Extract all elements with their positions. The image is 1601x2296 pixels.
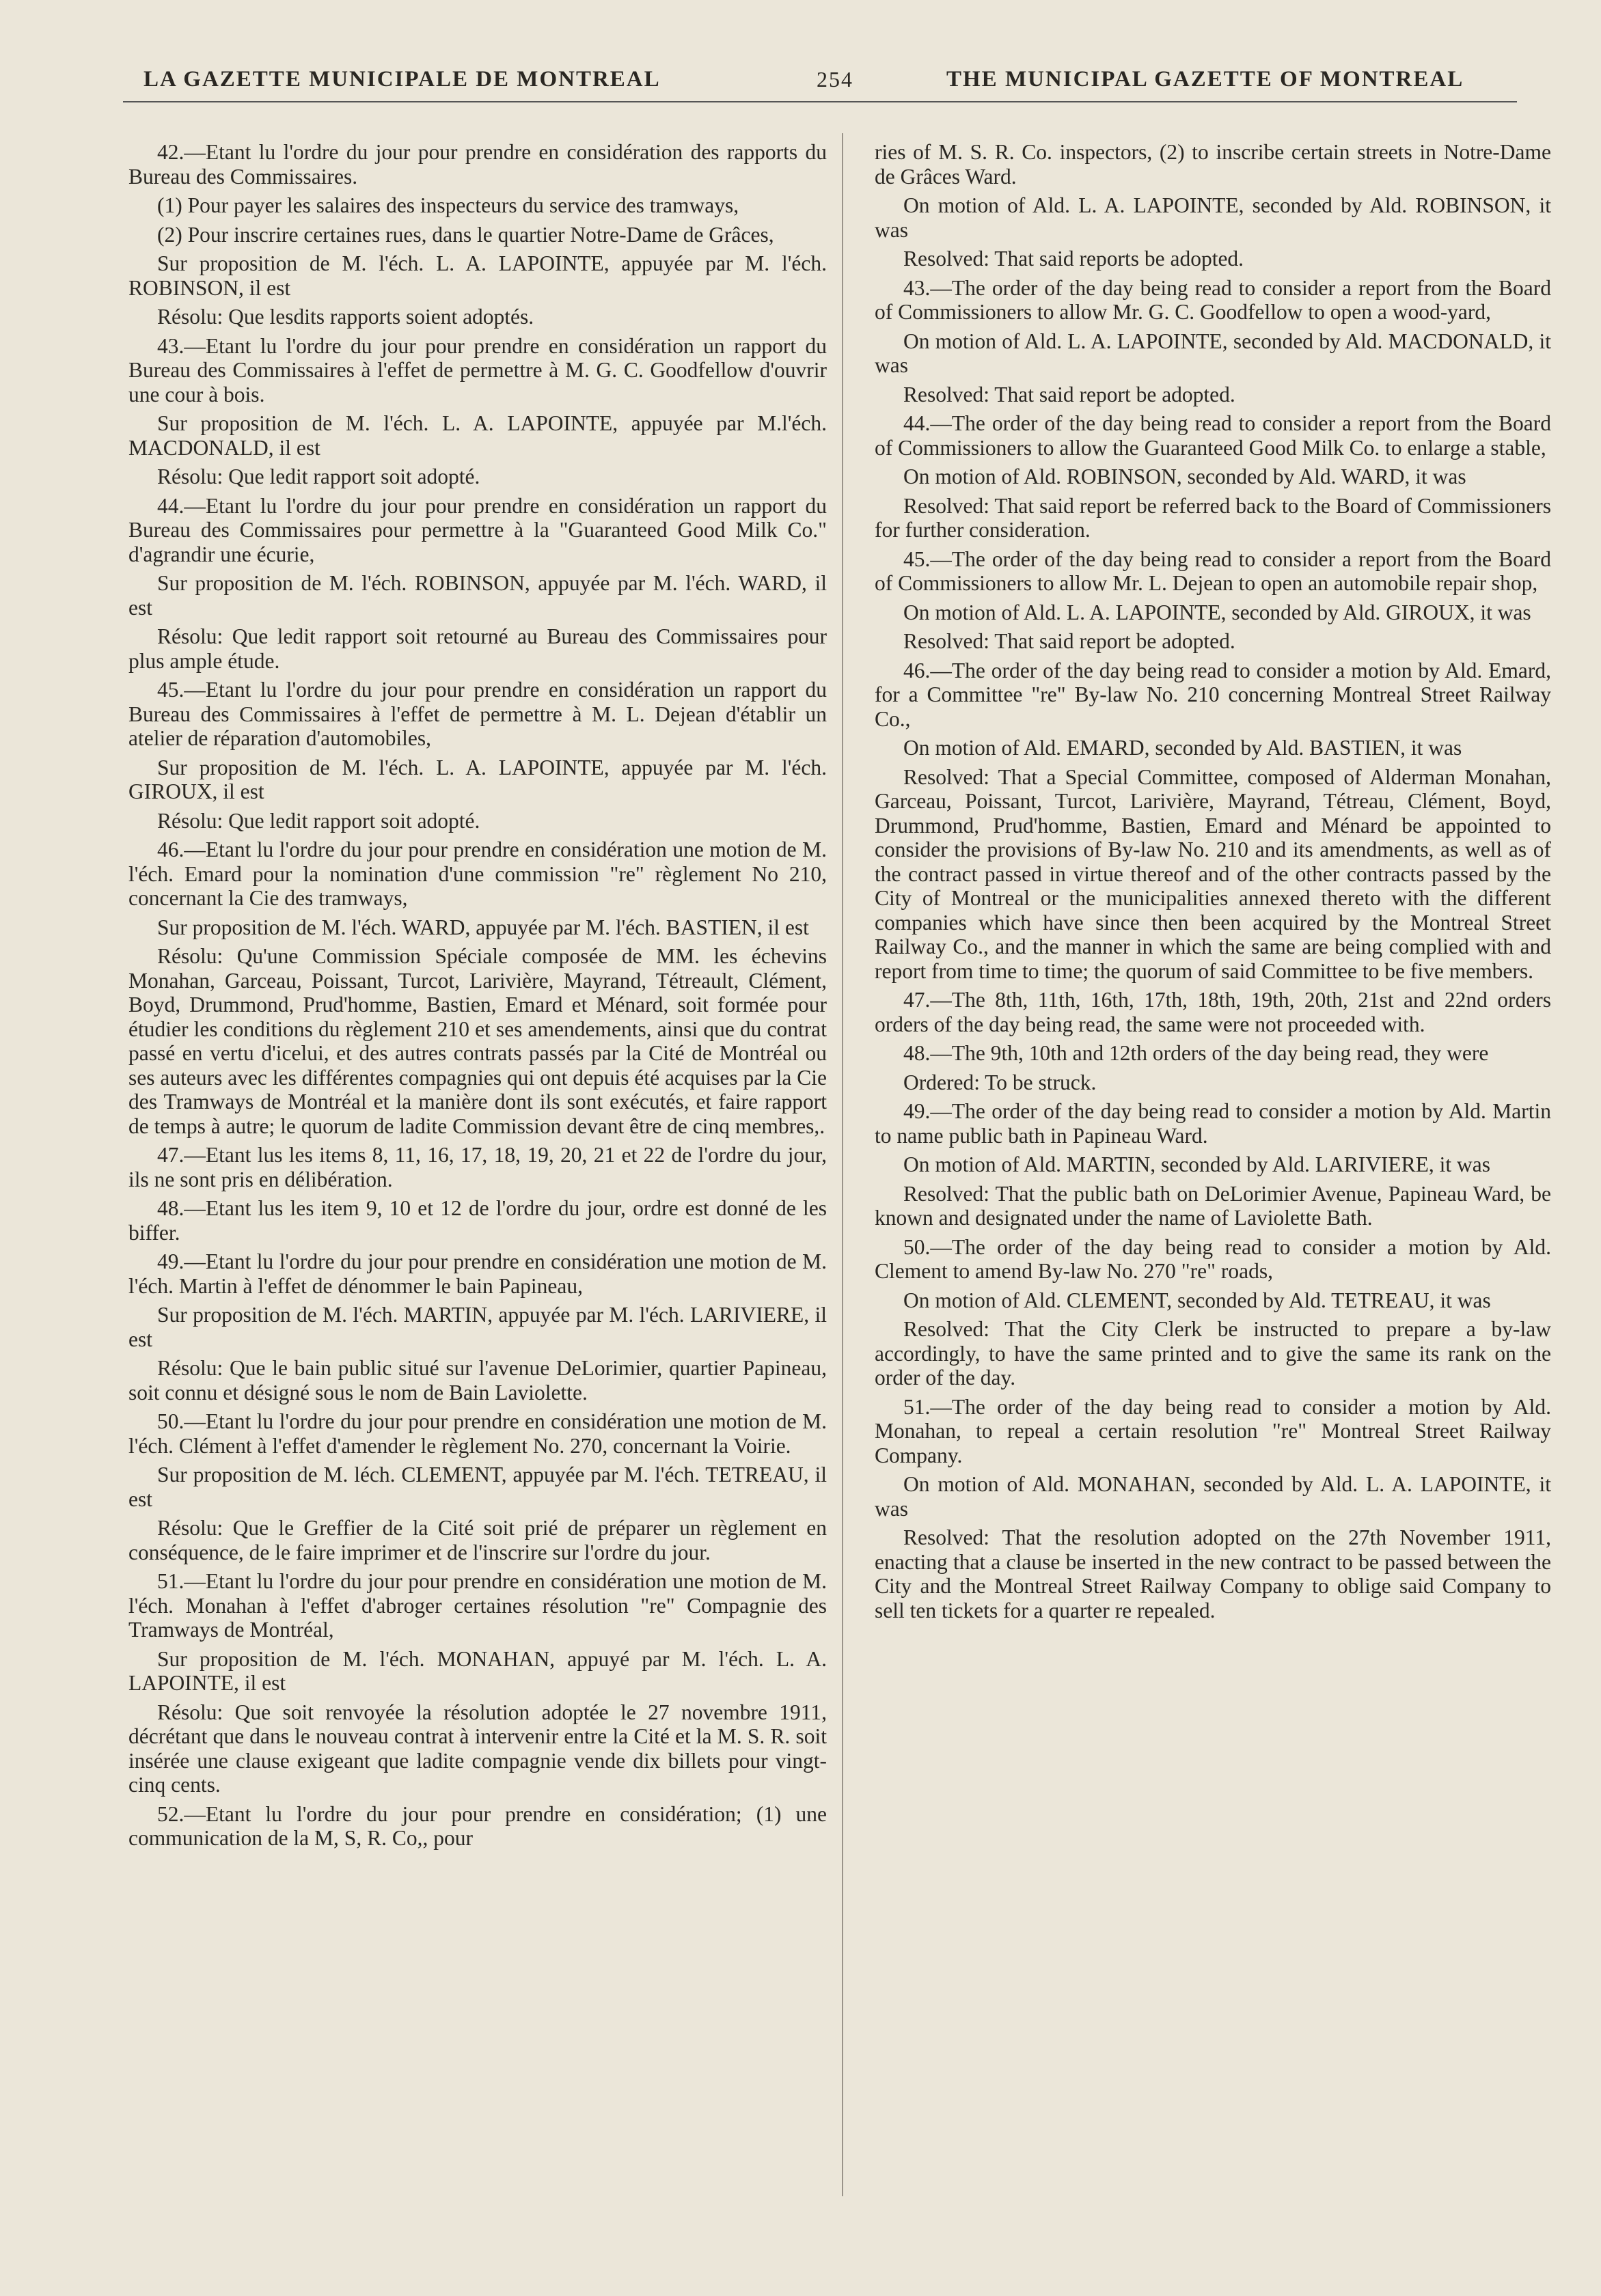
- french-paragraph: 48.—Etant lus les item 9, 10 et 12 de l'ordre du jour, ordre est donné de les biffer.: [128, 1196, 827, 1245]
- english-paragraph: On motion of Ald. EMARD, seconded by Ald. BASTIEN, it was: [903, 736, 1462, 760]
- french-paragraph: (2) Pour inscrire certaines rues, dans le quartier Notre-Dame de Grâces,: [157, 222, 774, 247]
- french-paragraph: Sur proposition de M. l'éch. WARD, appuyée par M. l'éch. BASTIEN, il est: [157, 915, 809, 939]
- french-paragraph: Sur proposition de M. l'éch. L. A. LAPOINTE, appuyée par M.l'éch. MACDONALD, il est: [128, 411, 827, 460]
- header-english-title: THE MUNICIPAL GAZETTE OF MONTREAL: [946, 67, 1464, 92]
- english-paragraph: On motion of Ald. L. A. LAPOINTE, seconded by Ald. GIROUX, it was: [903, 600, 1531, 624]
- french-paragraph: Résolu: Que le Greffier de la Cité soit prié de préparer un règlement en conséquence, de le faire imprimer et de l'inscrire sur l'ordre du jour.: [128, 1516, 827, 1564]
- english-paragraph: On motion of Ald. L. A. LAPOINTE, seconded by Ald. ROBINSON, it was: [875, 193, 1551, 242]
- french-paragraph: 46.—Etant lu l'ordre du jour pour prendre en considération une motion de M. l'éch. Emard pour la nomination d'une commission "re" règlement No 210, concernant la Cie des tramways,: [128, 838, 827, 910]
- english-paragraph: 45.—The order of the day being read to consider a report from the Board of Commissioners to allow Mr. L. Dejean to open an automobile repair shop,: [875, 547, 1551, 595]
- english-paragraph: Resolved: That said report be referred back to the Board of Commissioners for further consideration.: [875, 493, 1551, 542]
- french-paragraph: 52.—Etant lu l'ordre du jour pour prendre en considération; (1) une communication de la M, S, R. Co,, pour: [128, 1801, 827, 1850]
- header-rule: [123, 101, 1517, 102]
- french-paragraph: 49.—Etant lu l'ordre du jour pour prendre en considération une motion de M. l'éch. Martin à l'effet de dénommer le bain Papineau,: [128, 1249, 827, 1298]
- english-paragraph: Resolved: That the City Clerk be instructed to prepare a by-law accordingly, to have the same printed and to give the same its rank on the order of the day.: [875, 1317, 1551, 1389]
- english-paragraph: 50.—The order of the day being read to consider a motion by Ald. Clement to amend By-law No. 270 "re" roads,: [875, 1234, 1551, 1283]
- english-paragraph: 51.—The order of the day being read to consider a motion by Ald. Monahan, to repeal a certain resolution "re" Montreal Street Railway Company.: [875, 1394, 1551, 1467]
- french-paragraph: Sur proposition de M. l'éch. L. A. LAPOINTE, appuyée par M. l'éch. ROBINSON, il est: [128, 251, 827, 300]
- english-paragraph: 46.—The order of the day being read to consider a motion by Ald. Emard, for a Committee "re" By-law No. 210 concerning Montreal Street Railway Co.,: [875, 658, 1551, 731]
- french-paragraph: Sur proposition de M. l'éch. L. A. LAPOINTE, appuyée par M. l'éch. GIROUX, il est: [128, 755, 827, 803]
- english-paragraph: Resolved: That said reports be adopted.: [903, 247, 1244, 271]
- french-paragraph: 43.—Etant lu l'ordre du jour pour prendre en considération un rapport du Bureau des Commissaires à l'effet de permettre à M. G. C. Goodfellow d'ouvrir une cour à bois.: [128, 333, 827, 406]
- french-paragraph: (1) Pour payer les salaires des inspecteurs du service des tramways,: [157, 193, 739, 217]
- french-paragraph: 44.—Etant lu l'ordre du jour pour prendre en considération un rapport du Bureau des Commissaires pour permettre à la "Guaranteed Good Milk Co." d'agrandir une écurie,: [128, 493, 827, 566]
- english-paragraph: 43.—The order of the day being read to consider a report from the Board of Commissioners to allow Mr. G. C. Goodfellow to open a wood-yard,: [875, 275, 1551, 324]
- french-paragraph: Résolu: Qu'une Commission Spéciale composée de MM. les échevins Monahan, Garceau, Poissant, Turcot, Larivière, Mayrand, Tétreault, Clément, Boyd, Drummond, Prud'homme, Bastien, Emard et Ménard, soit formée pour étudier les conditions du règlement 210 et ses amendements, ainsi que du contrat passé en vertu d'icelui, et des autres contrats passés par la Cité de Montréal ou ses auteurs avec les différentes compagnies qui ont depuis été acquises par la Cie des Tramways de Montréal et la manière dont ils sont exécutés, et faire rapport de temps à autre; le quorum de ladite Commission devant être de cinq membres,.: [128, 944, 827, 1138]
- french-paragraph: Résolu: Que le bain public situé sur l'avenue DeLorimier, quartier Papineau, soit connu et désigné sous le nom de Bain Laviolette.: [128, 1356, 827, 1405]
- english-paragraph: Resolved: That said report be adopted.: [903, 629, 1235, 653]
- french-paragraph: Résolu: Que ledit rapport soit retourné au Bureau des Commissaires pour plus ample étude.: [128, 624, 827, 673]
- french-paragraph: 47.—Etant lus les items 8, 11, 16, 17, 18, 19, 20, 21 et 22 de l'ordre du jour, ils ne sont pris en délibération.: [128, 1143, 827, 1191]
- english-paragraph: 49.—The order of the day being read to consider a motion by Ald. Martin to name public bath in Papineau Ward.: [875, 1099, 1551, 1148]
- page-number: 254: [817, 67, 853, 92]
- english-paragraph: 44.—The order of the day being read to consider a report from the Board of Commissioners to allow the Guaranteed Good Milk Co. to enlarge a stable,: [875, 411, 1551, 460]
- english-paragraph: Resolved: That said report be adopted.: [903, 382, 1235, 406]
- french-paragraph: 42.—Etant lu l'ordre du jour pour prendre en considération des rapports du Bureau des Commissaires.: [128, 140, 827, 189]
- english-column: [875, 140, 1551, 1627]
- french-paragraph: Sur proposition de M. l'éch. MARTIN, appuyée par M. l'éch. LARIVIERE, il est: [128, 1303, 827, 1351]
- french-paragraph: 50.—Etant lu l'ordre du jour pour prendre en considération une motion de M. l'éch. Clément à l'effet d'amender le règlement No. 270, concernant la Voirie.: [128, 1409, 827, 1458]
- english-paragraph: On motion of Ald. MONAHAN, seconded by Ald. L. A. LAPOINTE, it was: [875, 1472, 1551, 1521]
- english-paragraph: On motion of Ald. CLEMENT, seconded by Ald. TETREAU, it was: [903, 1288, 1491, 1312]
- english-paragraph: On motion of Ald. ROBINSON, seconded by Ald. WARD, it was: [903, 465, 1466, 488]
- english-paragraph: Resolved: That a Special Committee, composed of Alderman Monahan, Garceau, Poissant, Turcot, Larivière, Mayrand, Tétreau, Clément, Boyd, Drummond, Prud'homme, Bastien, Emard and Ménard be appointed to consider the provisions of By-law No. 210 and its amendments, as well as of the contract passed in virtue thereof and of the other contracts passed by the City of Montreal or the municipalities annexed thereto with the different companies which have since then been acquired by the Montreal Street Railway Co., and the manner in which the same are being complied with and report from time to time; the quorum of said Committee to be five members.: [875, 764, 1551, 983]
- header-french-title: LA GAZETTE MUNICIPALE DE MONTREAL: [143, 67, 661, 92]
- column-divider: [842, 133, 843, 2196]
- english-paragraph: Resolved: That the public bath on DeLorimier Avenue, Papineau Ward, be known and designated under the name of Laviolette Bath.: [875, 1181, 1551, 1230]
- french-paragraph: Sur proposition de M. l'éch. MONAHAN, appuyé par M. l'éch. L. A. LAPOINTE, il est: [128, 1646, 827, 1695]
- english-paragraph: On motion of Ald. MARTIN, seconded by Ald. LARIVIERE, it was: [903, 1152, 1491, 1176]
- english-paragraph: 48.—The 9th, 10th and 12th orders of the day being read, they were: [903, 1041, 1489, 1065]
- french-paragraph: 45.—Etant lu l'ordre du jour pour prendre en considération un rapport du Bureau des Commissaires à l'effet de permettre à M. L. Dejean d'établir un atelier de réparation d'automobiles,: [128, 678, 827, 750]
- french-paragraph: Résolu: Que ledit rapport soit adopté.: [157, 465, 480, 488]
- french-paragraph: Sur proposition de M. léch. CLEMENT, appuyée par M. l'éch. TETREAU, il est: [128, 1463, 827, 1511]
- english-paragraph: On motion of Ald. L. A. LAPOINTE, seconded by Ald. MACDONALD, it was: [875, 329, 1551, 377]
- english-paragraph: Ordered: To be struck.: [903, 1070, 1097, 1094]
- english-paragraph: 47.—The 8th, 11th, 16th, 17th, 18th, 19th, 20th, 21st and 22nd orders orders of the day being read, the same were not proceeded with.: [875, 988, 1551, 1036]
- english-paragraph: Resolved: That the resolution adopted on the 27th November 1911, enacting that a clause be inserted in the new contract to be passed between the City and the Montreal Street Railway Company to oblige said Company to sell ten tickets for a quarter re repealed.: [875, 1525, 1551, 1622]
- french-paragraph: Sur proposition de M. l'éch. ROBINSON, appuyée par M. l'éch. WARD, il est: [128, 571, 827, 620]
- french-paragraph: Résolu: Que ledit rapport soit adopté.: [157, 808, 480, 833]
- french-column: [128, 140, 827, 1855]
- french-paragraph: Résolu: Que soit renvoyée la résolution adoptée le 27 novembre 1911, décrétant que dans le nouveau contrat à intervenir entre la Cité et la M. S. R. soit insérée une clause exigeant que ladite compagnie vende dix billets pour vingt-cinq cents.: [128, 1700, 827, 1797]
- french-paragraph: 51.—Etant lu l'ordre du jour pour prendre en considération une motion de M. l'éch. Monahan à l'effet d'abroger certaines résolution "re" Compagnie des Tramways de Montréal,: [128, 1569, 827, 1642]
- french-paragraph: Résolu: Que lesdits rapports soient adoptés.: [157, 305, 534, 329]
- english-paragraph: ries of M. S. R. Co. inspectors, (2) to inscribe certain streets in Notre-Dame de Grâces Ward.: [875, 140, 1551, 189]
